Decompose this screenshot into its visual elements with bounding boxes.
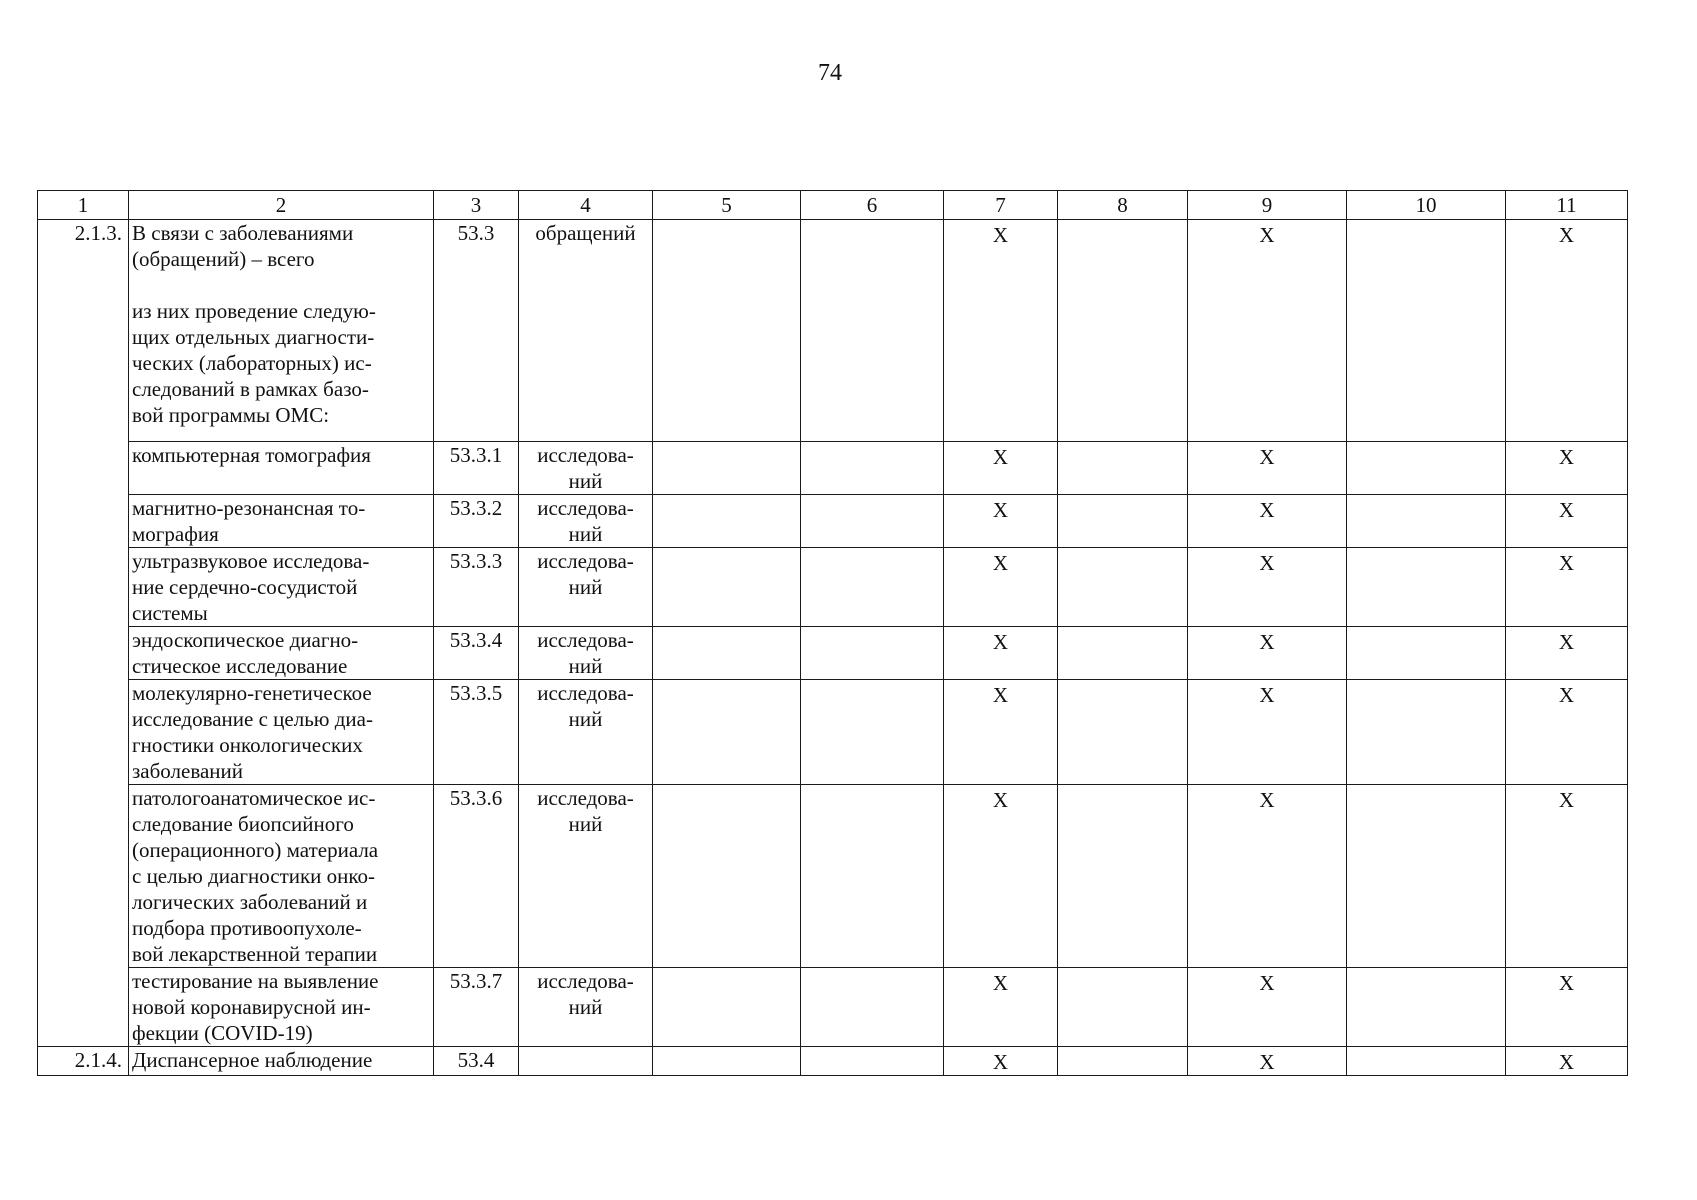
col-9-mark-cell: X (1188, 495, 1347, 548)
col-9-mark-cell: X (1188, 680, 1347, 785)
col-5-empty-cell (653, 1047, 801, 1076)
header-cell: 4 (519, 191, 653, 220)
line-code-cell: 53.4 (434, 1047, 519, 1076)
col-11-mark-cell: X (1506, 495, 1628, 548)
indicator-name-line: молекулярно-генетическое (132, 681, 372, 705)
col-5-empty-cell (653, 680, 801, 785)
col-11-mark-cell: X (1506, 785, 1628, 968)
indicator-name-line: новой коронавирусной ин- (132, 995, 371, 1019)
indicator-name-cell (129, 968, 434, 1047)
line-code-cell: 53.3.1 (434, 442, 519, 495)
col-5-empty-cell (653, 968, 801, 1047)
indicator-name-line: ультразвуковое исследова- (132, 549, 370, 573)
col-6-empty-cell (801, 627, 944, 680)
col-11-mark-cell: X (1506, 1047, 1628, 1076)
unit-cell (519, 495, 653, 548)
col-7-mark-cell: X (944, 1047, 1058, 1076)
indicator-name-line: следование биопсийного (132, 812, 354, 836)
unit-cell (519, 548, 653, 627)
indicator-name-line: из них проведение следую- (132, 299, 376, 323)
table-row (38, 627, 1628, 680)
line-code-cell: 53.3.7 (434, 968, 519, 1047)
indicator-name-line: ческих (лабораторных) ис- (132, 351, 372, 375)
col-11-mark-cell: X (1506, 627, 1628, 680)
header-cell: 6 (801, 191, 944, 220)
header-cell: 8 (1058, 191, 1188, 220)
row-number-cell (38, 680, 129, 785)
indicator-name-line: ние сердечно-сосудистой (132, 575, 358, 599)
col-10-empty-cell (1347, 680, 1506, 785)
table-row (38, 442, 1628, 495)
unit-line: обращений (535, 221, 636, 245)
table-body (38, 220, 1628, 1076)
indicator-name-line: следований в рамках базо- (132, 377, 369, 401)
col-10-empty-cell (1347, 627, 1506, 680)
indicator-name-cell (129, 220, 434, 442)
col-6-empty-cell (801, 1047, 944, 1076)
unit-line: исследова- (537, 786, 634, 810)
col-10-empty-cell (1347, 220, 1506, 442)
indicator-name-line: фекции (COVID-19) (132, 1021, 313, 1045)
col-7-mark-cell: X (944, 680, 1058, 785)
indicator-name-line: стическое исследование (132, 654, 348, 678)
col-9-mark-cell: X (1188, 627, 1347, 680)
col-10-empty-cell (1347, 968, 1506, 1047)
col-7-mark-cell: X (944, 495, 1058, 548)
col-9-mark-cell: X (1188, 968, 1347, 1047)
indicator-name-line: логических заболеваний и (132, 890, 368, 914)
indicator-name-line: магнитно-резонансная то- (132, 496, 366, 520)
col-5-empty-cell (653, 785, 801, 968)
col-8-empty-cell (1058, 495, 1188, 548)
unit-line: исследова- (537, 628, 634, 652)
table-row (38, 1047, 1628, 1076)
header-cell: 3 (434, 191, 519, 220)
col-11-mark-cell: X (1506, 968, 1628, 1047)
indicator-name-line (132, 272, 430, 298)
indicator-name-line: компьютерная томография (132, 443, 371, 467)
unit-cell (519, 785, 653, 968)
col-5-empty-cell (653, 220, 801, 442)
col-10-empty-cell (1347, 1047, 1506, 1076)
unit-cell (519, 220, 653, 442)
col-6-empty-cell (801, 220, 944, 442)
header-cell: 1 (38, 191, 129, 220)
line-code-cell: 53.3.2 (434, 495, 519, 548)
col-8-empty-cell (1058, 1047, 1188, 1076)
row-number-cell: 2.1.4. (38, 1047, 129, 1076)
line-code-cell: 53.3.5 (434, 680, 519, 785)
unit-cell (519, 442, 653, 495)
table-row (38, 495, 1628, 548)
indicator-name-cell (129, 1047, 434, 1076)
col-11-mark-cell: X (1506, 680, 1628, 785)
line-code-cell: 53.3.3 (434, 548, 519, 627)
col-11-mark-cell: X (1506, 220, 1628, 442)
col-7-mark-cell: X (944, 220, 1058, 442)
indicator-name-line: эндоскопическое диагно- (132, 628, 359, 652)
col-7-mark-cell: X (944, 627, 1058, 680)
unit-line: ний (568, 707, 603, 731)
indicator-name-line: вой программы ОМС: (132, 403, 330, 427)
col-5-empty-cell (653, 495, 801, 548)
line-code-cell: 53.3 (434, 220, 519, 442)
row-number-cell (38, 627, 129, 680)
row-number-cell (38, 785, 129, 968)
indicator-name-line: заболеваний (132, 759, 243, 783)
col-8-empty-cell (1058, 442, 1188, 495)
row-number-cell (38, 442, 129, 495)
indicator-name-line: системы (132, 601, 208, 625)
indicator-name-line: вой лекарственной терапии (132, 942, 378, 966)
col-10-empty-cell (1347, 548, 1506, 627)
col-10-empty-cell (1347, 495, 1506, 548)
unit-cell (519, 968, 653, 1047)
col-6-empty-cell (801, 680, 944, 785)
unit-cell (519, 627, 653, 680)
col-11-mark-cell: X (1506, 442, 1628, 495)
unit-cell (519, 1047, 653, 1076)
col-9-mark-cell: X (1188, 1047, 1347, 1076)
col-6-empty-cell (801, 785, 944, 968)
indicator-name-cell (129, 495, 434, 548)
unit-cell (519, 680, 653, 785)
col-5-empty-cell (653, 442, 801, 495)
header-cell: 9 (1188, 191, 1347, 220)
indicator-name-cell (129, 680, 434, 785)
col-7-mark-cell: X (944, 548, 1058, 627)
row-number-cell (38, 968, 129, 1047)
indicator-name-line: с целью диагностики онко- (132, 864, 376, 888)
col-9-mark-cell: X (1188, 785, 1347, 968)
row-number-cell (38, 495, 129, 548)
col-9-mark-cell: X (1188, 442, 1347, 495)
unit-line: исследова- (537, 496, 634, 520)
indicator-name-line: В связи с заболеваниями (132, 221, 354, 245)
unit-line: ний (568, 575, 603, 599)
table-row (38, 680, 1628, 785)
indicator-name-line: мография (132, 522, 219, 546)
col-8-empty-cell (1058, 785, 1188, 968)
col-8-empty-cell (1058, 220, 1188, 442)
indicator-name-line: гностики онкологических (132, 733, 363, 757)
indicator-name-line: исследование с целью диа- (132, 707, 373, 731)
col-10-empty-cell (1347, 785, 1506, 968)
indicator-name-line: Диспансерное наблюдение (132, 1048, 373, 1072)
unit-line: ний (568, 469, 603, 493)
unit-line: исследова- (537, 969, 634, 993)
indicator-name-line: (обращений) – всего (132, 247, 315, 271)
col-5-empty-cell (653, 627, 801, 680)
indicator-name-cell (129, 785, 434, 968)
col-7-mark-cell: X (944, 442, 1058, 495)
indicator-name-cell (129, 442, 434, 495)
indicator-name-line: патологоанатомическое ис- (132, 786, 376, 810)
indicator-name-cell (129, 548, 434, 627)
indicator-name-line: тестирование на выявление (132, 969, 379, 993)
header-cell: 11 (1506, 191, 1628, 220)
unit-line: ний (568, 654, 603, 678)
indicator-name-cell (129, 627, 434, 680)
line-code-cell: 53.3.6 (434, 785, 519, 968)
unit-line: исследова- (537, 549, 634, 573)
page-number: 74 (818, 60, 842, 86)
indicator-name-line: (операционного) материала (132, 838, 379, 862)
table-row (38, 548, 1628, 627)
indicator-name-line: щих отдельных диагности- (132, 325, 375, 349)
row-number-cell (38, 548, 129, 627)
table-row (38, 968, 1628, 1047)
unit-line: ний (568, 522, 603, 546)
header-cell: 7 (944, 191, 1058, 220)
table-row (38, 785, 1628, 968)
col-11-mark-cell: X (1506, 548, 1628, 627)
row-number-cell: 2.1.3. (38, 220, 129, 442)
unit-line: ний (568, 995, 603, 1019)
col-5-empty-cell (653, 548, 801, 627)
unit-line: исследова- (537, 443, 634, 467)
unit-line: исследова- (537, 681, 634, 705)
col-8-empty-cell (1058, 968, 1188, 1047)
col-8-empty-cell (1058, 548, 1188, 627)
data-table (37, 190, 1628, 1076)
col-9-mark-cell: X (1188, 220, 1347, 442)
header-row (38, 191, 1628, 220)
unit-line: ний (568, 812, 603, 836)
col-8-empty-cell (1058, 627, 1188, 680)
table-row (38, 220, 1628, 442)
col-6-empty-cell (801, 548, 944, 627)
col-6-empty-cell (801, 968, 944, 1047)
col-6-empty-cell (801, 495, 944, 548)
header-cell: 10 (1347, 191, 1506, 220)
col-8-empty-cell (1058, 680, 1188, 785)
col-9-mark-cell: X (1188, 548, 1347, 627)
header-cell: 5 (653, 191, 801, 220)
col-10-empty-cell (1347, 442, 1506, 495)
col-7-mark-cell: X (944, 968, 1058, 1047)
col-6-empty-cell (801, 442, 944, 495)
col-7-mark-cell: X (944, 785, 1058, 968)
indicator-name-line: подбора противоопухоле- (132, 916, 362, 940)
header-cell: 2 (129, 191, 434, 220)
line-code-cell: 53.3.4 (434, 627, 519, 680)
